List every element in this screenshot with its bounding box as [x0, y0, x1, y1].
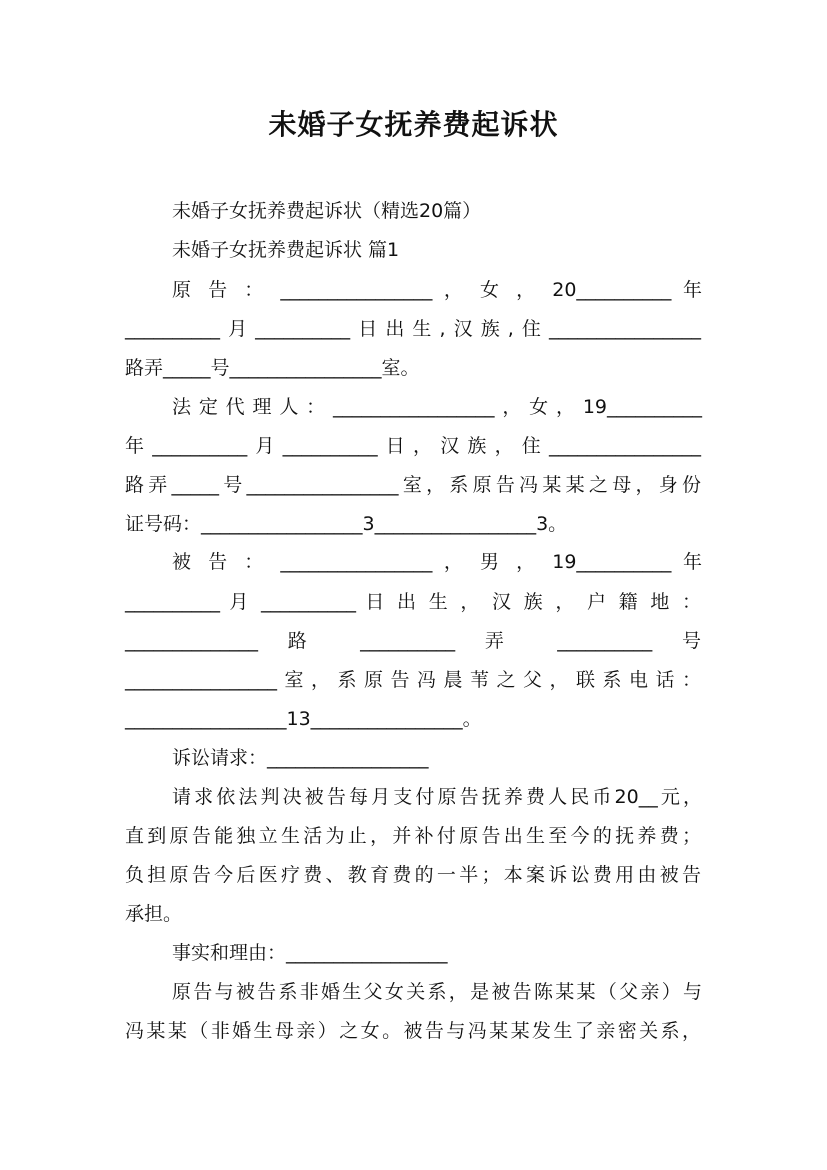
defendant-line-3: ______________ 路 __________ 弄 __________ 号: [125, 630, 701, 652]
facts-line-2: 冯某某（非婚生母亲）之女。被告与冯某某发生了亲密关系，: [125, 1020, 701, 1042]
guardian-line-1: 法定代理人：_________________，女，19__________: [172, 396, 702, 418]
claims-line-4: 承担。: [125, 903, 183, 925]
claims-heading: 诉讼请求：_________________: [172, 747, 429, 769]
plaintiff-line-1: 原 告 ： ________________ ， 女 ， 20__________ 年: [172, 279, 702, 301]
claims-line-3: 负担原告今后医疗费、教育费的一半；本案诉讼费用由被告: [125, 864, 701, 886]
claims-line-2: 直到原告能独立生活为止，并补付原告出生至今的抚养费；: [125, 825, 701, 847]
guardian-line-3: 路弄_____号________________室，系原告冯某某之母，身份: [125, 474, 701, 496]
plaintiff-line-2: __________月__________日出生,汉族,住________________: [125, 318, 701, 340]
guardian-line-2: 年__________月__________日，汉族，住________________: [125, 435, 701, 457]
claims-line-1: 请求依法判决被告每月支付原告抚养费人民币20__元，: [172, 786, 702, 808]
plaintiff-line-3: 路弄_____号________________室。: [125, 357, 420, 379]
document-title: 未婚子女抚养费起诉状: [268, 108, 559, 141]
defendant-line-1: 被 告 ： ________________ ， 男 ， 19__________ 年: [172, 551, 702, 573]
subtitle-line: 未婚子女抚养费起诉状（精选20篇）: [172, 200, 482, 222]
guardian-line-4: 证号码：_________________3_________________3。: [125, 513, 568, 535]
section-heading: 未婚子女抚养费起诉状 篇1: [172, 239, 400, 261]
facts-heading: 事实和理由：_________________: [172, 942, 448, 964]
defendant-line-5: _________________13________________。: [125, 708, 482, 730]
defendant-line-2: __________ 月 __________ 日 出 生 ， 汉 族 ， 户 籍 地 ：: [125, 591, 701, 613]
facts-line-1: 原告与被告系非婚生父女关系，是被告陈某某（父亲）与: [172, 981, 702, 1003]
defendant-line-4: ________________室，系原告冯晨苇之父，联系电话：: [125, 669, 701, 691]
